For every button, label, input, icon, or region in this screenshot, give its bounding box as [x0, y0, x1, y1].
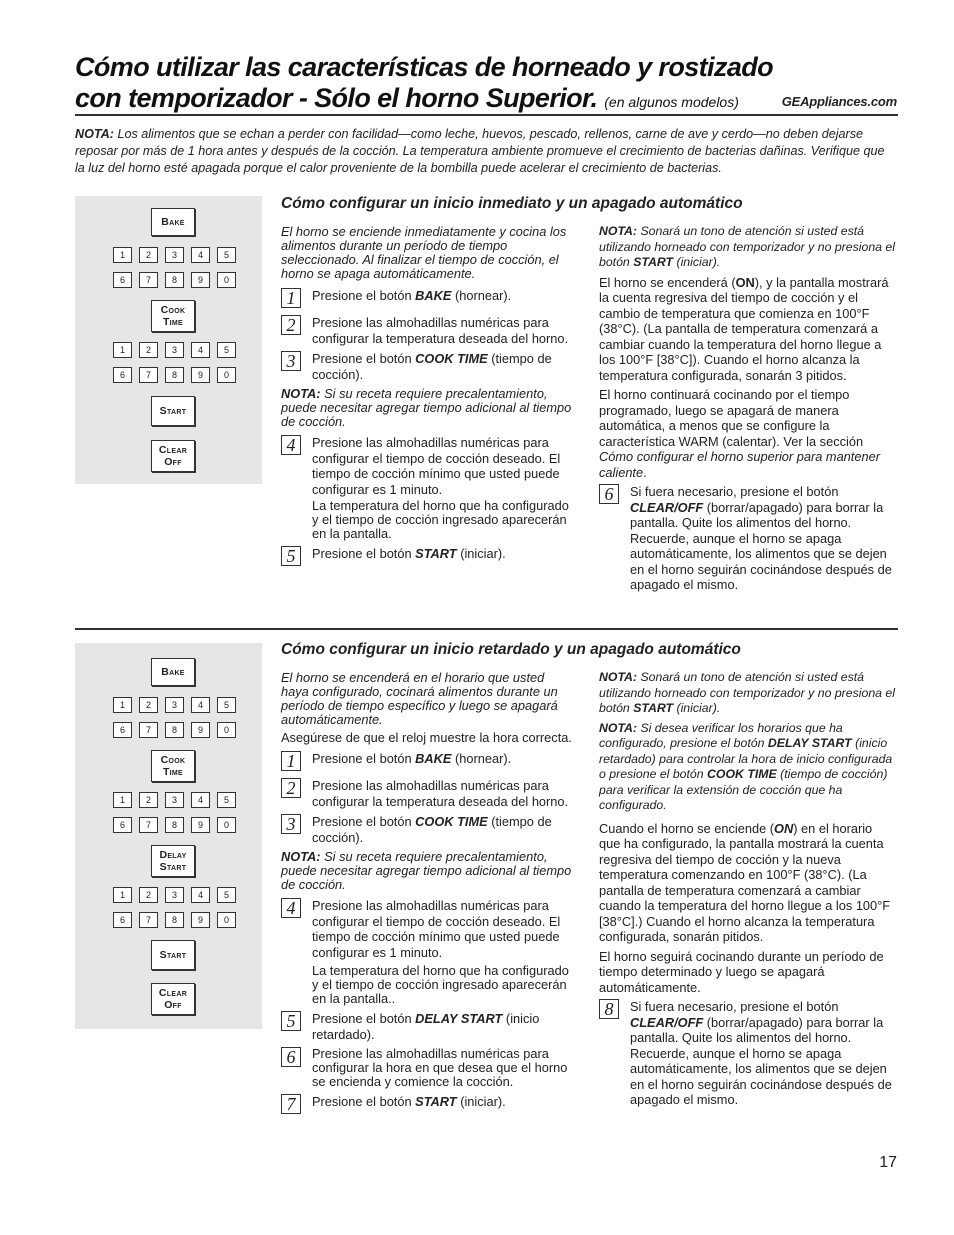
key-8: 8 [165, 722, 184, 738]
key-3: 3 [165, 247, 184, 263]
key-9: 9 [191, 912, 210, 928]
step-number: 1 [281, 288, 301, 308]
header-divider [75, 114, 898, 116]
key-0: 0 [217, 912, 236, 928]
number-keypad [113, 887, 239, 928]
key-2: 2 [139, 887, 158, 903]
delay-start-button: Delay Start [151, 845, 195, 877]
section1-right-note: NOTA: Sonará un tono de atención si usted está utilizando horneado con temporizador y no presiona el botón START (iniciar). [599, 224, 895, 269]
key-5: 5 [217, 247, 236, 263]
step-number: 5 [281, 1011, 301, 1031]
section2-right-note2: NOTA: Si desea verificar los horarios que ha configurado, presione el botón DELAY START (inicio retardado) para controlar la hora de inicio configurada o presione el botón COOK TIME (tiempo de cocción) para verificar la extensión de cocción que ha configurado. [599, 720, 893, 812]
step-number: 3 [281, 814, 301, 834]
key-7: 7 [139, 272, 158, 288]
key-0: 0 [217, 367, 236, 383]
number-keypad [113, 247, 239, 288]
key-8: 8 [165, 272, 184, 288]
key-3: 3 [165, 792, 184, 808]
key-3: 3 [165, 697, 184, 713]
key-9: 9 [191, 722, 210, 738]
key-8: 8 [165, 367, 184, 383]
start-button: Start [151, 940, 195, 970]
intro-note-text: Los alimentos que se echan a perder con facilidad—como leche, huevos, pescado, rellenos, carne de ave y cerdo—no deben dejarse reposar por más de 1 hora antes y después de la cocción. La temperatura ambiente promueve el crecimiento de bacterias dañinas. Verifique que la luz del horno esté apagada porque el calor proveniente de la bombilla puede acelerar el crecimiento de bacterias. [75, 127, 885, 175]
section1-right-p2: El horno continuará cocinando por el tiempo programado, luego se apagará de manera automática, a menos que se configure la característica WARM (calentar). Ver la sección Cómo configurar el horno superior para mantener caliente. [599, 387, 880, 480]
step-number: 8 [599, 999, 619, 1019]
key-4: 4 [191, 792, 210, 808]
step-number: 2 [281, 778, 301, 798]
intro-note [75, 126, 885, 177]
number-keypad [113, 792, 239, 833]
section2-note: NOTA: Si su receta requiere precalentamiento, puede necesitar agregar tiempo adicional al tiempo de cocción. [281, 849, 572, 892]
page-title [75, 52, 773, 118]
key-8: 8 [165, 817, 184, 833]
key-4: 4 [191, 697, 210, 713]
section2-right-note: NOTA: Sonará un tono de atención si usted está utilizando horneado con temporizador y no presiona el botón START (iniciar). [599, 670, 895, 715]
key-2: 2 [139, 697, 158, 713]
bake-button: Bake [151, 658, 195, 686]
number-keypad [113, 697, 239, 738]
control-panel-immediate [75, 196, 262, 484]
key-4: 4 [191, 342, 210, 358]
key-0: 0 [217, 722, 236, 738]
section2-lead2: Asegúrese de que el reloj muestre la hora correcta. [281, 730, 572, 745]
key-2: 2 [139, 342, 158, 358]
step-number: 3 [281, 351, 301, 371]
key-8: 8 [165, 912, 184, 928]
key-4: 4 [191, 247, 210, 263]
step-number: 2 [281, 315, 301, 335]
key-4: 4 [191, 887, 210, 903]
section1-note: NOTA: Si su receta requiere precalentamiento, puede necesitar agregar tiempo adicional al tiempo de cocción. [281, 386, 572, 429]
key-6: 6 [113, 722, 132, 738]
key-6: 6 [113, 272, 132, 288]
section2-step-7: 7 Presione el botón START (iniciar). [281, 1094, 573, 1116]
key-7: 7 [139, 817, 158, 833]
section1-step-6: 6 Si fuera necesario, presione el botón CLEAR/OFF (borrar/apagado) para borrar la pantalla. Quite los alimentos del horno. Recuerde, aunque el horno se apaga automáticamente, los alimentos que se dejen en el horno seguirán cocinándose después de apagado el mismo. [599, 484, 897, 593]
key-6: 6 [113, 367, 132, 383]
section1-right-p1: El horno se encenderá (ON), y la pantalla mostrará la cuenta regresiva del tiempo de cocción y el cambio de temperatura que comienza en 100°F (38°C). (La pantalla de temperatura comenzará a cambiar cuando la temperatura del horno llegue a los 100°F [38°C]). Cuando el horno alcanza la temperatura configurada, sonarán 3 pitidos. [599, 274, 889, 383]
clear-off-button: Clear Off [151, 983, 195, 1015]
section2-right-column [599, 670, 897, 1113]
intro-note-label: NOTA: [75, 127, 114, 141]
step-number: 7 [281, 1094, 301, 1114]
section1-step-3: 3 Presione el botón COOK TIME (tiempo de cocción). [281, 351, 573, 382]
key-0: 0 [217, 272, 236, 288]
section2-right-p1: Cuando el horno se enciende (ON) en el horario que ha configurado, la pantalla mostrará la cuenta regresiva del tiempo de cocción y la nueva temperatura comenzando en 100°F (38°C). (La pantalla de temperatura comenzará a cambiar cuando la temperatura del horno llegue a los 100°F [38°C].) Cuando el horno alcanza la temperatura configurada, sonarán pitidos. [599, 820, 891, 944]
section1-lead: El horno se enciende inmediatamente y cocina los alimentos durante un período de tiempo seleccionado. Al finalizar el tiempo de cocción, el horno se apaga automáticamente. [281, 224, 567, 281]
page-title-line2: con temporizador - Sólo el horno Superior. [75, 83, 598, 113]
section1-step-2: 2 Presione las almohadillas numéricas para configurar la temperatura deseada del horno. [281, 315, 573, 346]
key-3: 3 [165, 342, 184, 358]
key-6: 6 [113, 817, 132, 833]
key-2: 2 [139, 792, 158, 808]
key-7: 7 [139, 367, 158, 383]
key-1: 1 [113, 342, 132, 358]
key-5: 5 [217, 792, 236, 808]
step-number: 5 [281, 546, 301, 566]
step-number: 1 [281, 751, 301, 771]
step-number: 6 [281, 1047, 301, 1067]
key-5: 5 [217, 697, 236, 713]
bake-button: Bake [151, 208, 195, 236]
section1-step-1: 1 Presione el botón BAKE (hornear). [281, 288, 573, 310]
cook-time-button: Cook Time [151, 750, 195, 782]
section2-step-8: 8 Si fuera necesario, presione el botón CLEAR/OFF (borrar/apagado) para borrar la pantalla. Quite los alimentos del horno. Recuerde, aunque el horno se apaga automáticamente, los alimentos que se dejen en el horno seguirán cocinándose después de apagado el mismo. [599, 999, 897, 1108]
key-1: 1 [113, 247, 132, 263]
section2-step-5: 5 Presione el botón DELAY START (inicio retardado). [281, 1011, 573, 1042]
key-9: 9 [191, 367, 210, 383]
key-6: 6 [113, 912, 132, 928]
key-9: 9 [191, 272, 210, 288]
key-5: 5 [217, 342, 236, 358]
section2-step-4: 4 Presione las almohadillas numéricas para configurar el tiempo de cocción deseado. El tiempo de cocción mínimo que usted puede configurar es 1 minuto. La temperatura del horno que ha configurado y el tiempo de cocción ingresado aparecerán en la pantalla.. [281, 898, 573, 1006]
key-7: 7 [139, 722, 158, 738]
section-divider [75, 628, 898, 630]
step-number: 4 [281, 435, 301, 455]
section1-left-column [281, 225, 573, 573]
step-number: 6 [599, 484, 619, 504]
section1-step-5: 5 Presione el botón START (iniciar). [281, 546, 573, 568]
step-number: 4 [281, 898, 301, 918]
page-number: 17 [879, 1154, 897, 1171]
clear-off-button: Clear Off [151, 440, 195, 472]
section2-left-column [281, 671, 573, 1121]
start-button: Start [151, 396, 195, 426]
section2-lead: El horno se encenderá en el horario que usted haya configurado, cocinará alimentos durante un período de tiempo específico y luego se apagará automáticamente. [281, 670, 558, 727]
page-title-sub: (en algunos modelos) [604, 94, 739, 110]
key-1: 1 [113, 887, 132, 903]
section1-step-4: 4 Presione las almohadillas numéricas para configurar el tiempo de cocción deseado. El tiempo de cocción mínimo que usted puede configurar es 1 minuto. La temperatura del horno que ha configurado y el tiempo de cocción ingresado aparecerán en la pantalla. [281, 435, 573, 541]
key-0: 0 [217, 817, 236, 833]
key-2: 2 [139, 247, 158, 263]
section2-step-2: 2 Presione las almohadillas numéricas para configurar la temperatura deseada del horno. [281, 778, 573, 809]
key-1: 1 [113, 697, 132, 713]
cook-time-button: Cook Time [151, 300, 195, 332]
control-panel-delayed [75, 643, 262, 1029]
key-3: 3 [165, 887, 184, 903]
section1-right-column [599, 224, 897, 598]
key-7: 7 [139, 912, 158, 928]
section2-step-1: 1 Presione el botón BAKE (hornear). [281, 751, 573, 773]
number-keypad [113, 342, 239, 383]
section2-right-p2: El horno seguirá cocinando durante un período de tiempo determinado y luego se apagará automáticamente. [599, 948, 884, 995]
page-title-line1: Cómo utilizar las características de horneado y rostizado [75, 52, 774, 82]
key-5: 5 [217, 887, 236, 903]
section2-heading: Cómo configurar un inicio retardado y un apagado automático [281, 641, 741, 658]
section2-step-6: 6 Presione las almohadillas numéricas para configurar la hora en que desea que el horno se encienda y comience la cocción. [281, 1047, 573, 1089]
key-9: 9 [191, 817, 210, 833]
section1-heading: Cómo configurar un inicio inmediato y un apagado automático [281, 195, 743, 212]
website-link[interactable]: GEAppliances.com [781, 94, 897, 109]
section2-step-3: 3 Presione el botón COOK TIME (tiempo de cocción). [281, 814, 573, 845]
key-1: 1 [113, 792, 132, 808]
